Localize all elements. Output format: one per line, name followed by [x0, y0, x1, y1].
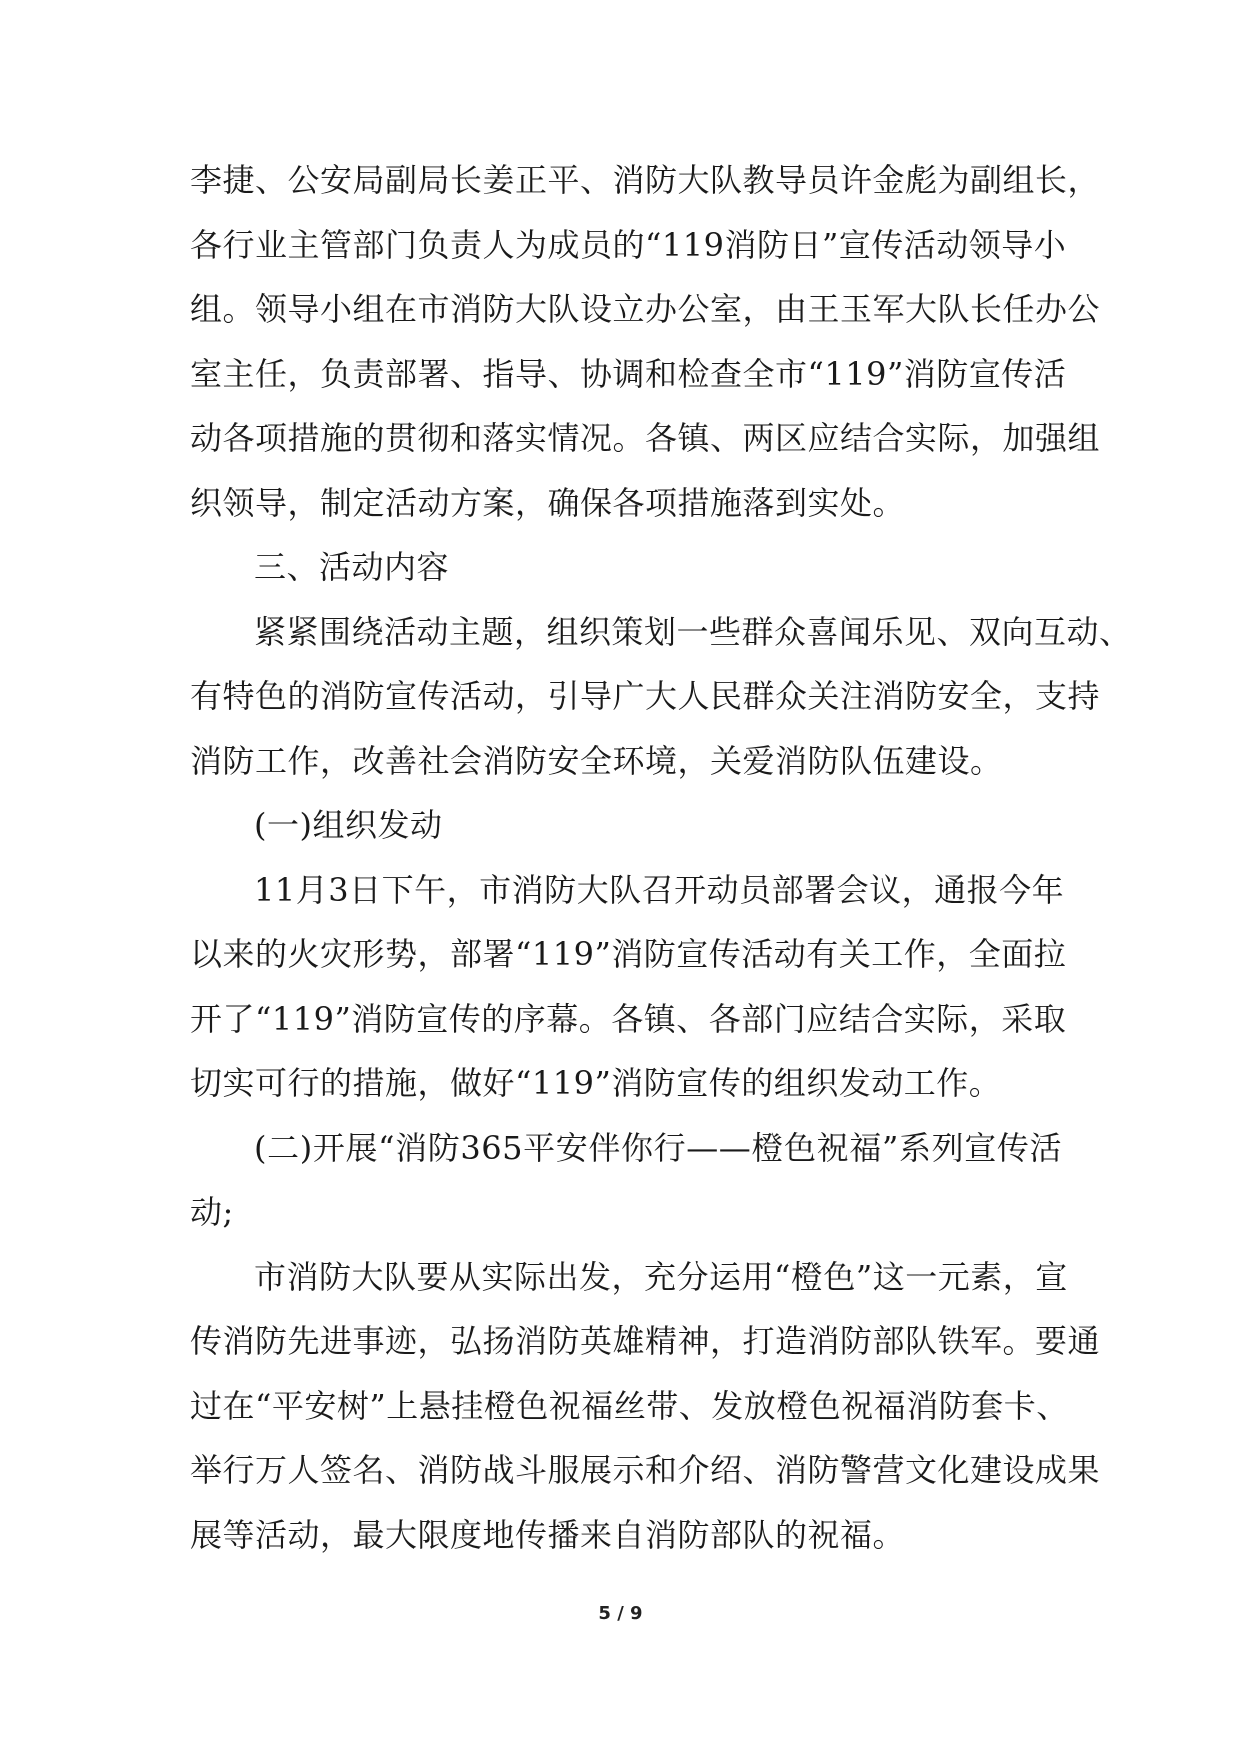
text-line: 动各项措施的贯彻和落实情况。各镇、两区应结合实际，加强组 [190, 419, 1101, 457]
text-line: 过在“平安树”上悬挂橙色祝福丝带、发放橙色祝福消防套卡、 [190, 1386, 1069, 1425]
text-line: 有特色的消防宣传活动，引导广大人民群众关注消防安全，支持 [190, 677, 1101, 715]
text-line: 三、活动内容 [254, 548, 450, 586]
text-line: 开了“119”消防宣传的序幕。各镇、各部门应结合实际，采取 [190, 999, 1067, 1038]
text-line: (一)组织发动 [254, 806, 443, 844]
text-line: 织领导，制定活动方案，确保各项措施落到实处。 [190, 483, 906, 522]
body-text [190, 148, 1132, 1567]
text-line: 市消防大队要从实际出发，充分运用“橙色”这一元素，宣 [254, 1257, 1068, 1296]
text-line: 举行万人签名、消防战斗服展示和介绍、消防警营文化建设成果 [190, 1451, 1101, 1489]
text-line: 传消防先进事迹，弘扬消防英雄精神，打造消防部队铁军。要通 [190, 1322, 1101, 1360]
text-line: 各行业主管部门负责人为成员的“119消防日”宣传活动领导小 [190, 225, 1067, 264]
text-line: 李捷、公安局副局长姜正平、消防大队教导员许金彪为副组长， [190, 161, 1101, 199]
text-line: 组。领导小组在市消防大队设立办公室，由王玉军大队长任办公 [190, 290, 1101, 328]
text-line: 室主任，负责部署、指导、协调和检查全市“119”消防宣传活 [190, 354, 1067, 393]
text-line: 切实可行的措施，做好“119”消防宣传的组织发动工作。 [190, 1064, 1002, 1102]
text-line: 展等活动，最大限度地传播来自消防部队的祝福。 [190, 1515, 906, 1554]
text-line: 紧紧围绕活动主题，组织策划一些群众喜闻乐见、双向互动、 [254, 612, 1132, 651]
text-line: 消防工作，改善社会消防安全环境，关爱消防队伍建设。 [190, 741, 1003, 780]
text-line: (二)开展“消防365平安伴你行——橙色祝福”系列宣传活 [254, 1128, 1062, 1167]
page-number: 5 / 9 [598, 1603, 643, 1624]
text-line: 动; [190, 1193, 234, 1231]
text-line: 以来的火灾形势，部署“119”消防宣传活动有关工作，全面拉 [190, 935, 1067, 973]
text-line: 11月3日下午，市消防大队召开动员部署会议，通报今年 [254, 870, 1065, 909]
